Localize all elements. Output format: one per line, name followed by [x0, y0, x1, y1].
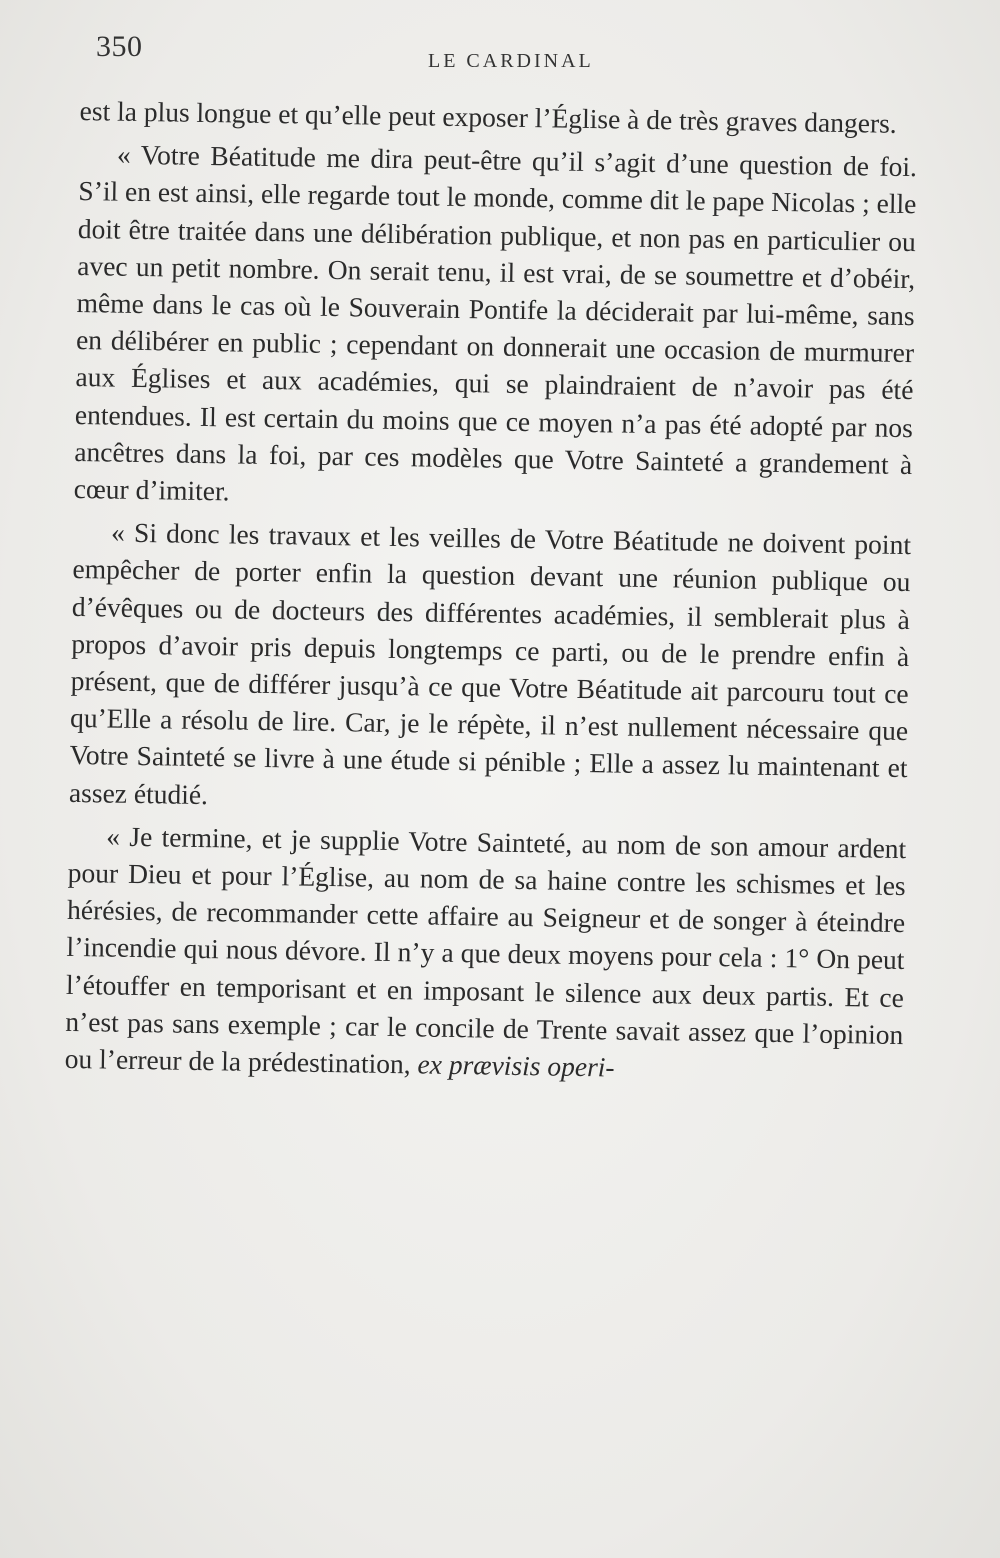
running-title: LE CARDINAL — [428, 50, 594, 72]
latin-phrase: ex prævisis operi- — [417, 1048, 615, 1083]
page-number: 350 — [96, 30, 143, 63]
paragraph-conclusion-text: « Je termine, et je supplie Votre Sainteté, au nom de son amour ardent pour Dieu et pour l’Église, au nom de sa haine contre les schismes et les hérésies, de recommander cette affaire au Seigneur et de songer à éteindre l’incendie qui nous dévore. Il n’y a que deux moyens pour cela : 1° On peut l’étouffer en temporisant et en imposant le silence aux deux partis. Et ce n’est pas sans exemple ; car le concile de Trente savait assez que l’opinion ou l’erreur de la prédestination, — [64, 820, 907, 1080]
paragraph-conclusion — [65, 817, 907, 1091]
paragraph-continuation: est la plus longue et qu’elle peut exposer l’Église à de très graves dangers. — [79, 94, 897, 139]
paragraph-question-of-faith: « Votre Béatitude me dira peut-être qu’il s’agit d’une question de foi. S’il en est ainsi, elle regarde tout le monde, comme dit le pape Nicolas ; elle doit être traitée dans une délibération publique, et non pas en particulier ou avec un petit nombre. On serait tenu, il est vrai, de se soumettre et d’obéir, même dans le cas où le Souverain Pontife la déciderait par lui-même, sans en délibérer en public ; cependant on donnerait une occasion de murmurer aux Églises et aux académies, qui se plaindraient de n’avoir pas été entendues. Il est certain du moins que ce moyen n’a pas été adopté par nos ancêtres dans la foi, par ces modèles que Votre Sainteté a grandement à cœur d’imiter. — [73, 138, 918, 507]
paragraph-public-assembly: « Si donc les travaux et les veilles de Votre Béatitude ne doivent point empêcher de porter enfin la question devant une réunion publique ou d’évêques ou de docteurs des différentes académies, il semblerait plus à propos d’avoir pris depuis longtemps ce parti, ou de le prendre enfin à présent, que de différer jusqu’à ce que Votre Béatitude ait parcouru tout ce qu’Elle a résolu de lire. Car, je le répète, il n’est nullement nécessaire que Votre Sainteté se livre à une étude si pénible ; Elle a assez lu maintenant et assez étudié. — [68, 516, 912, 810]
body-text — [64, 92, 917, 1096]
running-head — [96, 30, 908, 80]
